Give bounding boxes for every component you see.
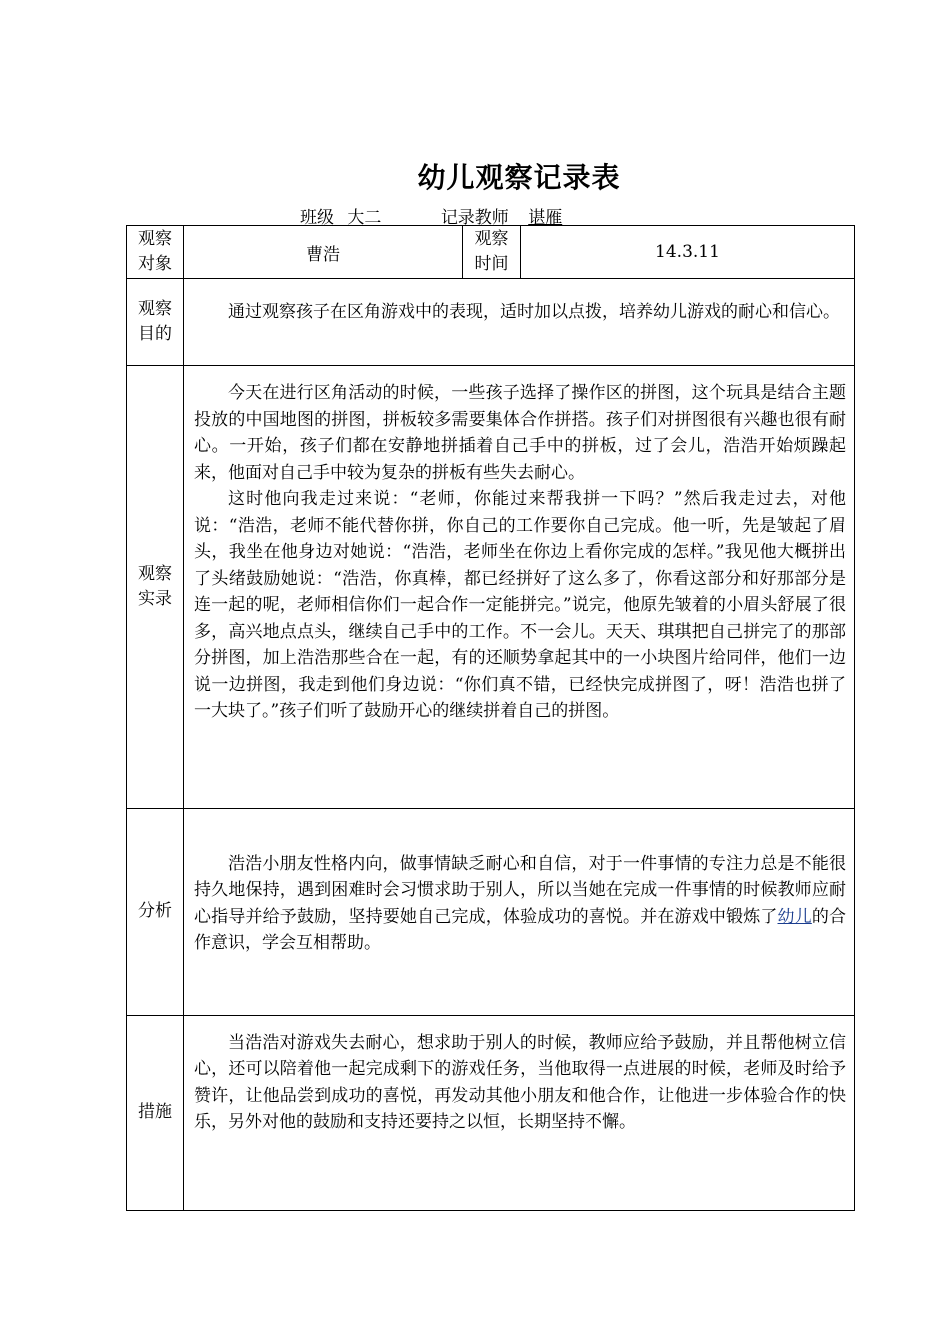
purpose-text: 通过观察孩子在区角游戏中的表现，适时加以点拨，培养幼儿游戏的耐心和信心。 [228, 302, 840, 323]
record-content [184, 366, 855, 808]
time-label: 观察 时间 [463, 226, 521, 279]
class-label: 班级 [300, 208, 334, 228]
record-label: 观察 实录 [127, 366, 184, 808]
table-row [127, 279, 855, 366]
analysis-label: 分析 [127, 808, 184, 1015]
time-value: 14.3.11 [521, 226, 855, 279]
measure-content [184, 1015, 855, 1210]
analysis-text: 浩浩小朋友性格内向，做事情缺乏耐心和自信，对于一件事情的专注力总是不能很持久地保持，遇到困难时会习惯求助于别人，所以当她在完成一件事情的时候教师应耐心指导并给予鼓励，坚持要她自己完成，体验成功的喜悦。并在游戏中锻炼了幼儿的合作意识，学会互相帮助。 [194, 853, 847, 954]
purpose-label: 观察 目的 [127, 279, 184, 366]
measure-text: 当浩浩对游戏失去耐心，想求助于别人的时候，教师应给予鼓励，并且帮他树立信心，还可以陪着他一起完成剩下的游戏任务，当他取得一点进展的时候，老师及时给予赞许，让他品尝到成功的喜悦，再发动其他小朋友和他合作，让他进一步体验合作的快乐，另外对他的鼓励和支持还要持之以恒，长期坚持不懈。 [194, 1032, 846, 1133]
class-value: 大二 [347, 208, 382, 228]
teacher-value: 谌雁 [528, 208, 563, 228]
record-paragraph-1: 今天在进行区角活动的时候，一些孩子选择了操作区的拼图，这个玩具是结合主题投放的中国地图的拼图，拼板较多需要集体合作拼搭。孩子们对拼图很有兴趣也很有耐心。一开始，孩子们都在安静地拼插着自己手中的拼板，过了会儿，浩浩开始烦躁起来，他面对自己手中较为复杂的拼板有些失去耐心。 [194, 383, 846, 483]
analysis-link[interactable]: 幼儿 [777, 906, 812, 927]
purpose-content [184, 279, 855, 366]
page-title: 幼儿观察记录表 [417, 161, 621, 194]
observation-table [126, 225, 855, 1211]
table-row [127, 1015, 855, 1210]
table-row [127, 226, 855, 279]
table-row [127, 366, 855, 808]
measure-label: 措施 [127, 1015, 184, 1210]
table-row [127, 808, 855, 1015]
teacher-label: 记录教师 [440, 208, 509, 228]
subject-value: 曹浩 [184, 226, 463, 279]
analysis-content [184, 808, 855, 1015]
subject-label: 观察 对象 [127, 226, 184, 279]
record-paragraph-2: 这时他向我走过来说：“老师，你能过来帮我拼一下吗？”然后我走过去，对他说：“浩浩，老师不能代替你拼，你自己的工作要你自己完成。他一听，先是皱起了眉头，我坐在他身边对她说：“浩浩，老师坐在你边上看你完成的怎样。”我见他大概拼出了头绪鼓励她说：“浩浩，你真棒，都已经拼好了这么多了，你看这部分和好那部分是连一起的呢，老师相信你们一起合作一定能拼完。”说完，他原先皱着的小眉头舒展了很多，高兴地点点头，继续自己手中的工作。不一会儿。天天、琪琪把自己拼完了的那部分拼图，加上浩浩那些合在一起，有的还顺势拿起其中的一小块图片给同伴，他们一边说一边拼图，我走到他们身边说：“你们真不错，已经快完成拼图了，呀！浩浩也拼了一大块了。”孩子们听了鼓励开心的继续拼着自己的拼图。 [194, 489, 846, 722]
